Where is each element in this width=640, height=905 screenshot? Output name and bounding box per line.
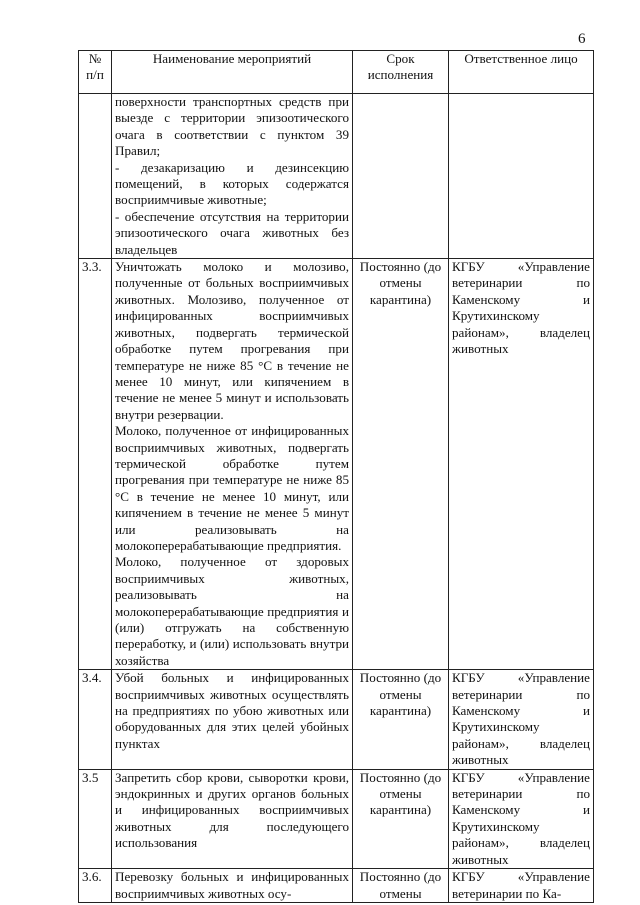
measure-paragraph: Молоко, полученное от инфицированных восприимчивых животных, подвергать термической обработке путем прогревания при температуре не ниже 85 °С в течение не менее 10 минут, или кипячением в течение не менее 5 минут или реализовывать на молокоперерабатывающие предприятия. <box>115 423 349 553</box>
row-number <box>79 94 112 259</box>
header-responsible: Ответственное лицо <box>449 51 594 94</box>
row-number: 3.6. <box>79 869 112 903</box>
measure-paragraph: Запретить сбор крови, сыворотки крови, эндокринных и других органов больных и инфицированных восприимчивых животных для последующего использования <box>115 769 349 851</box>
table-row <box>79 94 594 259</box>
measure-paragraph: Перевозку больных и инфицированных восприимчивых животных осу- <box>115 869 349 901</box>
page-number: 6 <box>578 31 586 47</box>
measure-paragraph: Молоко, полученное от здоровых восприимчивых животных, реализовывать на молокоперерабатывающие предприятия и (или) отгружать на собственную переработку, и (или) использовать внутри хозяйства <box>115 554 349 668</box>
measure-paragraph: - обеспечение отсутствия на территории эпизоотического очага животных без владельцев <box>115 208 349 257</box>
table-row <box>79 259 594 670</box>
row-responsible: КГБУ «Управление ветеринарии по Ка- <box>449 869 594 903</box>
row-responsible: КГБУ «Управление ветеринарии по Каменскому и Крутихинскому районам», владелец животных <box>449 670 594 769</box>
row-term: Постоянно (до отмены карантина) <box>353 259 449 670</box>
row-number: 3.5 <box>79 769 112 868</box>
row-number: 3.3. <box>79 259 112 670</box>
row-responsible: КГБУ «Управление ветеринарии по Каменскому и Крутихинскому районам», владелец животных <box>449 769 594 868</box>
row-number: 3.4. <box>79 670 112 769</box>
header-term: Срок исполнения <box>353 51 449 94</box>
measure-paragraph: Убой больных и инфицированных восприимчивых животных осуществлять на предприятиях по убою животных или оборудованных для этих целей убойных пунктах <box>115 670 349 751</box>
row-term: Постоянно (до отмены <box>353 869 449 903</box>
row-measure <box>112 869 353 903</box>
row-measure <box>112 259 353 670</box>
measure-paragraph: поверхности транспортных средств при выезде с территории эпизоотического очага в соответствии с пунктом 39 Правил; <box>115 94 349 159</box>
measures-table <box>78 50 594 903</box>
row-responsible: КГБУ «Управление ветеринарии по Каменскому и Крутихинскому районам», владелец животных <box>449 259 594 670</box>
table-row <box>79 869 594 903</box>
row-measure <box>112 94 353 259</box>
row-term: Постоянно (до отмены карантина) <box>353 670 449 769</box>
row-measure <box>112 769 353 868</box>
measure-paragraph: Уничтожать молоко и молозиво, полученные от больных восприимчивых животных. Молозиво, полученное от инфицированных восприимчивых животных, подвергать термической обработке путем прогревания при температуре не ниже 85 °С в течение не менее 10 минут, или кипячением в течение не менее 5 минут и использовать внутри резервации. <box>115 259 349 422</box>
table-row <box>79 769 594 868</box>
header-number: № п/п <box>79 51 112 94</box>
header-measure: Наименование мероприятий <box>112 51 353 94</box>
row-term <box>353 94 449 259</box>
row-measure <box>112 670 353 769</box>
table-row <box>79 670 594 769</box>
row-term: Постоянно (до отмены карантина) <box>353 769 449 868</box>
measure-paragraph: - дезакаризацию и дезинсекцию помещений, в которых содержатся восприимчивые животные; <box>115 159 349 208</box>
table-header-row <box>79 51 594 94</box>
row-responsible <box>449 94 594 259</box>
